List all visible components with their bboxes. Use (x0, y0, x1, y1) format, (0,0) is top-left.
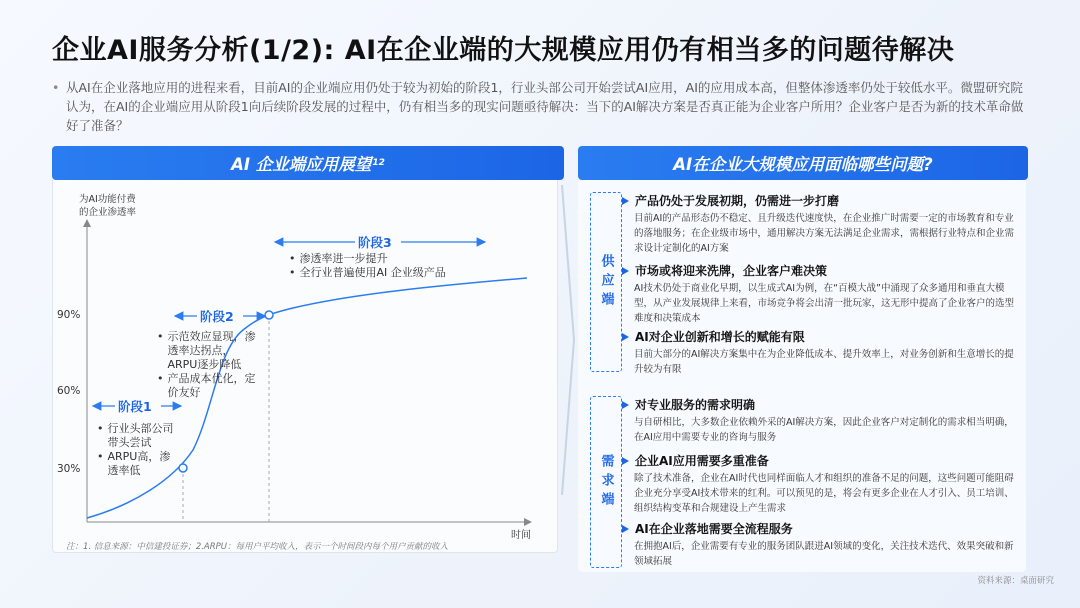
intro-paragraph: • 从AI在企业落地应用的进程来看，目前AI的企业端应用仍处于较为初始的阶段1，行业头部公司开始尝试AI应用，AI的应用成本高，但整体渗透率仍处于较低水平。微盟研究院认为，在AI的企业端应用从阶段1向后续阶段发展的过程中，仍有相当多的现实问题亟待解决：当下的AI解决方案是否真正能为企业客户所用？企业客户是否为新的技术革命做好了准备？ (66, 78, 1026, 135)
stage2-point (265, 311, 273, 319)
issue-body: 除了技术准备，企业在AI时代也同样面临人才和组织的准备不足的问题，这些问题可能阻碍企业充分享受AI技术带来的红利。可以预见的是，将会有更多企业在人才引入、员工培训、组织结构变革和合规建设上产生需求 (634, 473, 1014, 514)
tick-30: 30% (57, 463, 81, 475)
bullet-arrow-icon (622, 401, 629, 409)
left-panel-header (52, 146, 564, 180)
demand-issue-3 (622, 520, 1018, 569)
chevron-right-icon (560, 185, 576, 495)
page-title: 企业AI服务分析(1/2): AI在企业端的大规模应用仍有相当多的问题待解决 (52, 35, 955, 66)
issue-title: 企业AI应用需要多重准备 (635, 454, 769, 468)
chart-area (52, 180, 558, 553)
supply-side-tag (590, 192, 622, 372)
stage2-bullet-2: 产品成本优化，定价友好 (167, 372, 256, 399)
stage1-label: 阶段1 (118, 399, 152, 414)
stage3-label: 阶段3 (358, 235, 392, 250)
stage3-bullets: • 渗透率进一步提升 • 全行业普遍使用AI 企业级产品 (289, 252, 446, 279)
supply-issue-3 (622, 328, 1018, 377)
issue-body: 在拥抱AI后，企业需要有专业的服务团队跟进AI领域的变化，关注技术迭代、效果突破和新领域拓展 (634, 541, 1014, 567)
bullet-arrow-icon (622, 197, 629, 205)
issue-title: 产品仍处于发展初期，仍需进一步打磨 (635, 194, 840, 208)
issue-body: AI技术仍处于商业化早期，以生成式AI为例，在“百模大战”中涌现了众多通用和垂直大模型，从产业发展规律上来看，市场竞争将会出清一批玩家，这无形中提高了企业客户的选型难度和决策成本 (634, 283, 1015, 324)
supply-issue-1 (622, 192, 1018, 256)
supply-issue-2 (622, 262, 1018, 326)
bullet-arrow-icon (622, 457, 629, 465)
stage1-bullet-2: ARPU高，渗透率低 (107, 450, 171, 477)
demand-issue-1 (622, 396, 1018, 445)
adoption-chart (53, 180, 557, 552)
x-axis-label: 时间 (511, 530, 531, 541)
left-panel-title: AI 企业端应用展望 (231, 155, 372, 174)
stage1-bullets: • 行业头部公司带头尝试 • ARPU高，渗透率低 (97, 422, 181, 478)
source-note: 资料来源：桌面研究 (977, 576, 1054, 586)
stage3-bullet-1: 渗透率进一步提升 (299, 252, 388, 265)
issue-body: 目前大部分的AI解决方案集中在为企业降低成本、提升效率上，对业务创新和生意增长的提升较为有限 (634, 349, 1014, 375)
bullet-arrow-icon (622, 267, 629, 275)
demand-issue-2 (622, 452, 1018, 516)
stage1-bullet-1: 行业头部公司带头尝试 (107, 422, 174, 449)
y-axis-label-line1: 为AI功能付费的企业渗透率 (79, 194, 137, 218)
stage2-bullet-1: 示范效应显现，渗透率达拐点，ARPU逐步降低 (167, 330, 256, 371)
left-panel-footnote-ref: 12 (372, 158, 385, 168)
tick-90: 90% (57, 309, 81, 321)
bullet-arrow-icon (622, 525, 629, 533)
footnote: 注：1. 信息来源：中信建投证券；2.ARPU：每用户平均收入，表示一个时间段内每个用户贡献的收入 (66, 542, 448, 552)
stage2-bullets: • 示范效应显现，渗透率达拐点，ARPU逐步降低 • 产品成本优化，定价友好 (157, 330, 256, 399)
stage3-bullet-2: 全行业普遍使用AI 企业级产品 (299, 266, 446, 279)
right-panel-header: AI在企业大规模应用面临哪些问题? (578, 146, 1028, 180)
demand-side-label: 需求端 (598, 453, 614, 511)
supply-side-label: 供应端 (598, 253, 614, 311)
issue-title: AI对企业创新和增长的赋能有限 (635, 330, 805, 344)
issue-body: 目前AI的产品形态仍不稳定、且升级迭代速度快，在企业推广时需要一定的市场教育和专业的落地服务；在企业级市场中，通用解决方案无法满足企业需求，需根据行业特点和企业需求设计定制化的AI方案 (634, 213, 1015, 254)
demand-side-tag (590, 396, 622, 568)
stage2-label: 阶段2 (200, 309, 234, 324)
bullet-arrow-icon (622, 333, 629, 341)
issue-body: 与自研相比，大多数企业依赖外采的AI解决方案，因此企业客户对定制化的需求相当明确，在AI应用中需要专业的咨询与服务 (634, 417, 1014, 443)
issue-title: AI在企业落地需要全流程服务 (635, 522, 793, 536)
issue-title: 对专业服务的需求明确 (635, 398, 756, 412)
issue-title: 市场或将迎来洗牌，企业客户难决策 (635, 264, 828, 278)
tick-60: 60% (57, 385, 81, 397)
